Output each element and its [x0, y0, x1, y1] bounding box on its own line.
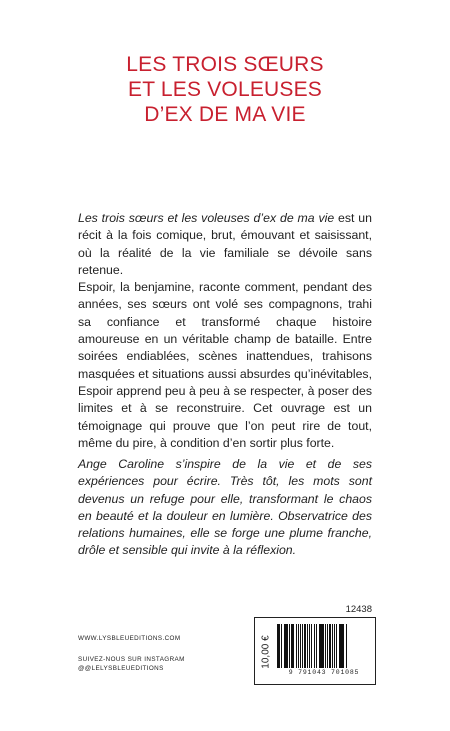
barcode-box	[254, 617, 376, 685]
price-text: 10,00 €	[260, 635, 272, 669]
publisher-website: WWW.LYSBLEUEDITIONS.COM	[78, 635, 181, 642]
isbn-digits: 9 791043 701085	[288, 669, 360, 676]
synopsis-paragraph-1	[78, 210, 372, 279]
title-line-2: ET LES VOLEUSES	[127, 78, 323, 101]
instagram-block	[78, 655, 185, 673]
barcode-gap	[346, 624, 347, 668]
author-bio: Ange Caroline s’inspire de la vie et de ses expériences pour écrire. Très tôt, les mots sont devenus un refuge pour elle, transformant le chaos en beauté et la douleur en lumière. Observatrice des relations humaines, elle se forge une plume franche, drôle et sensible qui invite à la réflexion.	[78, 457, 372, 558]
instagram-line-2: @@LELYSBLEUEDITIONS	[78, 665, 164, 672]
synopsis	[78, 210, 372, 452]
title-line-1: LES TROIS SŒURS	[126, 53, 324, 76]
synopsis-book-title: Les trois sœurs et les voleuses d’ex de ma vie	[78, 211, 335, 225]
barcode-bars	[277, 624, 371, 668]
synopsis-paragraph-2: Espoir, la benjamine, raconte comment, pendant des années, ses sœurs ont volé ses compagnons, trahi sa confiance et transformé chaque histoire amoureuse en un véritable champ de bataille. Entre soirées endiablées, scènes inattendues, trahisons masquées et situations aussi absurdes qu’inévitables, Espoir apprend peu à peu à se respecter, à poser des limites et à se reconstruire. Cet ouvrage est un témoignage qui prouve que l’on peut rire de tout, même du pire, à condition d’en sortir plus forte.	[78, 280, 372, 450]
book-title	[0, 52, 450, 127]
synopsis-sentence-1: est un récit à la fois comique, brut, émouvant et saisissant, où la réalité de la vie familiale se dévoile sans retenue.	[78, 211, 372, 277]
product-code: 12438	[345, 604, 372, 615]
price-label	[260, 624, 272, 680]
instagram-line-1: SUIVEZ-NOUS SUR INSTAGRAM	[78, 656, 185, 663]
title-line-3: D’EX DE MA VIE	[144, 103, 306, 126]
